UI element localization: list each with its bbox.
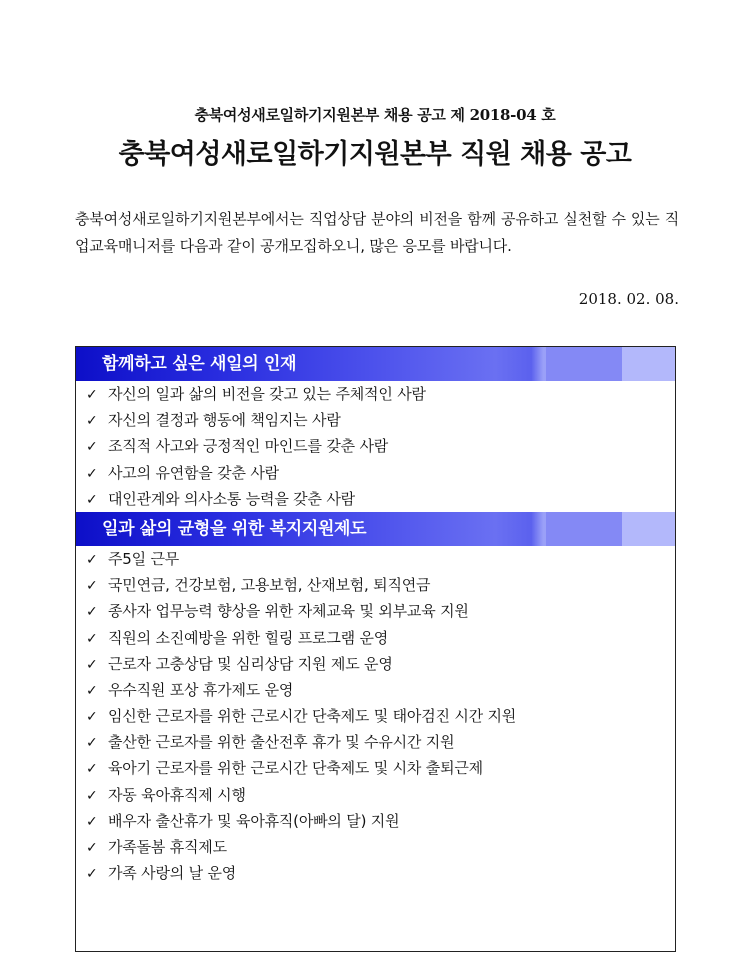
list-item: ✓ 주5일 근무	[76, 546, 675, 572]
check-icon: ✓	[86, 630, 98, 647]
check-icon: ✓	[86, 604, 98, 621]
list-item: ✓ 종사자 업무능력 향상을 위한 자체교육 및 외부교육 지원	[76, 598, 675, 624]
list-item: ✓ 육아기 근로자를 위한 근로시간 단축제도 및 시차 출퇴근제	[76, 755, 675, 781]
list-item: ✓ 국민연금, 건강보험, 고용보험, 산재보험, 퇴직연금	[76, 572, 675, 598]
announcement-date: 2018. 02. 08.	[578, 290, 679, 308]
check-icon: ✓	[86, 709, 98, 726]
list-item: ✓ 조직적 사고와 긍정적인 마인드를 갖춘 사람	[76, 433, 675, 459]
check-icon: ✓	[86, 551, 98, 568]
list-item: ✓ 자신의 결정과 행동에 책임지는 사람	[76, 407, 675, 433]
info-box	[75, 346, 676, 952]
section2-list	[76, 546, 675, 886]
intro-paragraph: 충북여성새로일하기지원본부에서는 직업상담 분야의 비전을 함께 공유하고 실천할 수 있는 직업교육매니저를 다음과 같이 공개모집하오니, 많은 응모를 바랍니다.	[75, 210, 679, 255]
check-icon: ✓	[86, 813, 98, 830]
check-icon: ✓	[86, 761, 98, 778]
section1-heading: 함께하고 싶은 새일의 인재	[102, 354, 297, 374]
list-item: ✓ 자동 육아휴직제 시행	[76, 782, 675, 808]
list-item: ✓ 근로자 고충상담 및 심리상담 지원 제도 운영	[76, 651, 675, 677]
list-item: ✓ 사고의 유연함을 갖춘 사람	[76, 460, 675, 486]
list-item: ✓ 임신한 근로자를 위한 근로시간 단축제도 및 태아검진 시간 지원	[76, 703, 675, 729]
check-icon: ✓	[86, 491, 98, 508]
section2-heading: 일과 삶의 균형을 위한 복지지원제도	[102, 518, 367, 539]
check-icon: ✓	[86, 866, 98, 883]
check-icon: ✓	[86, 413, 98, 430]
list-item: ✓ 배우자 출산휴가 및 육아휴직(아빠의 달) 지원	[76, 808, 675, 834]
list-item: ✓ 자신의 일과 삶의 비전을 갖고 있는 주체적인 사람	[76, 381, 675, 407]
list-item: ✓ 우수직원 포상 휴가제도 운영	[76, 677, 675, 703]
list-item: ✓ 가족 사랑의 날 운영	[76, 860, 675, 886]
check-icon: ✓	[86, 787, 98, 804]
check-icon: ✓	[86, 682, 98, 699]
check-icon: ✓	[86, 578, 98, 595]
check-icon: ✓	[86, 465, 98, 482]
check-icon: ✓	[86, 439, 98, 456]
announcement-number: 충북여성새로일하기지원본부 채용 공고 제 2018-04 호	[194, 106, 556, 124]
section1-heading-band	[76, 347, 675, 381]
section2-heading-band	[76, 512, 675, 546]
check-icon: ✓	[86, 387, 98, 403]
list-item: ✓ 직원의 소진예방을 위한 힐링 프로그램 운영	[76, 625, 675, 651]
check-icon: ✓	[86, 656, 98, 673]
check-icon: ✓	[86, 735, 98, 752]
list-item: ✓ 출산한 근로자를 위한 출산전후 휴가 및 수유시간 지원	[76, 729, 675, 755]
list-item: ✓ 대인관계와 의사소통 능력을 갖춘 사람	[76, 486, 675, 512]
section1-list	[76, 381, 675, 512]
check-icon: ✓	[86, 840, 98, 856]
page-title: 충북여성새로일하기지원본부 직원 채용 공고	[118, 139, 632, 170]
list-item: ✓ 가족돌봄 휴직제도	[76, 834, 675, 860]
